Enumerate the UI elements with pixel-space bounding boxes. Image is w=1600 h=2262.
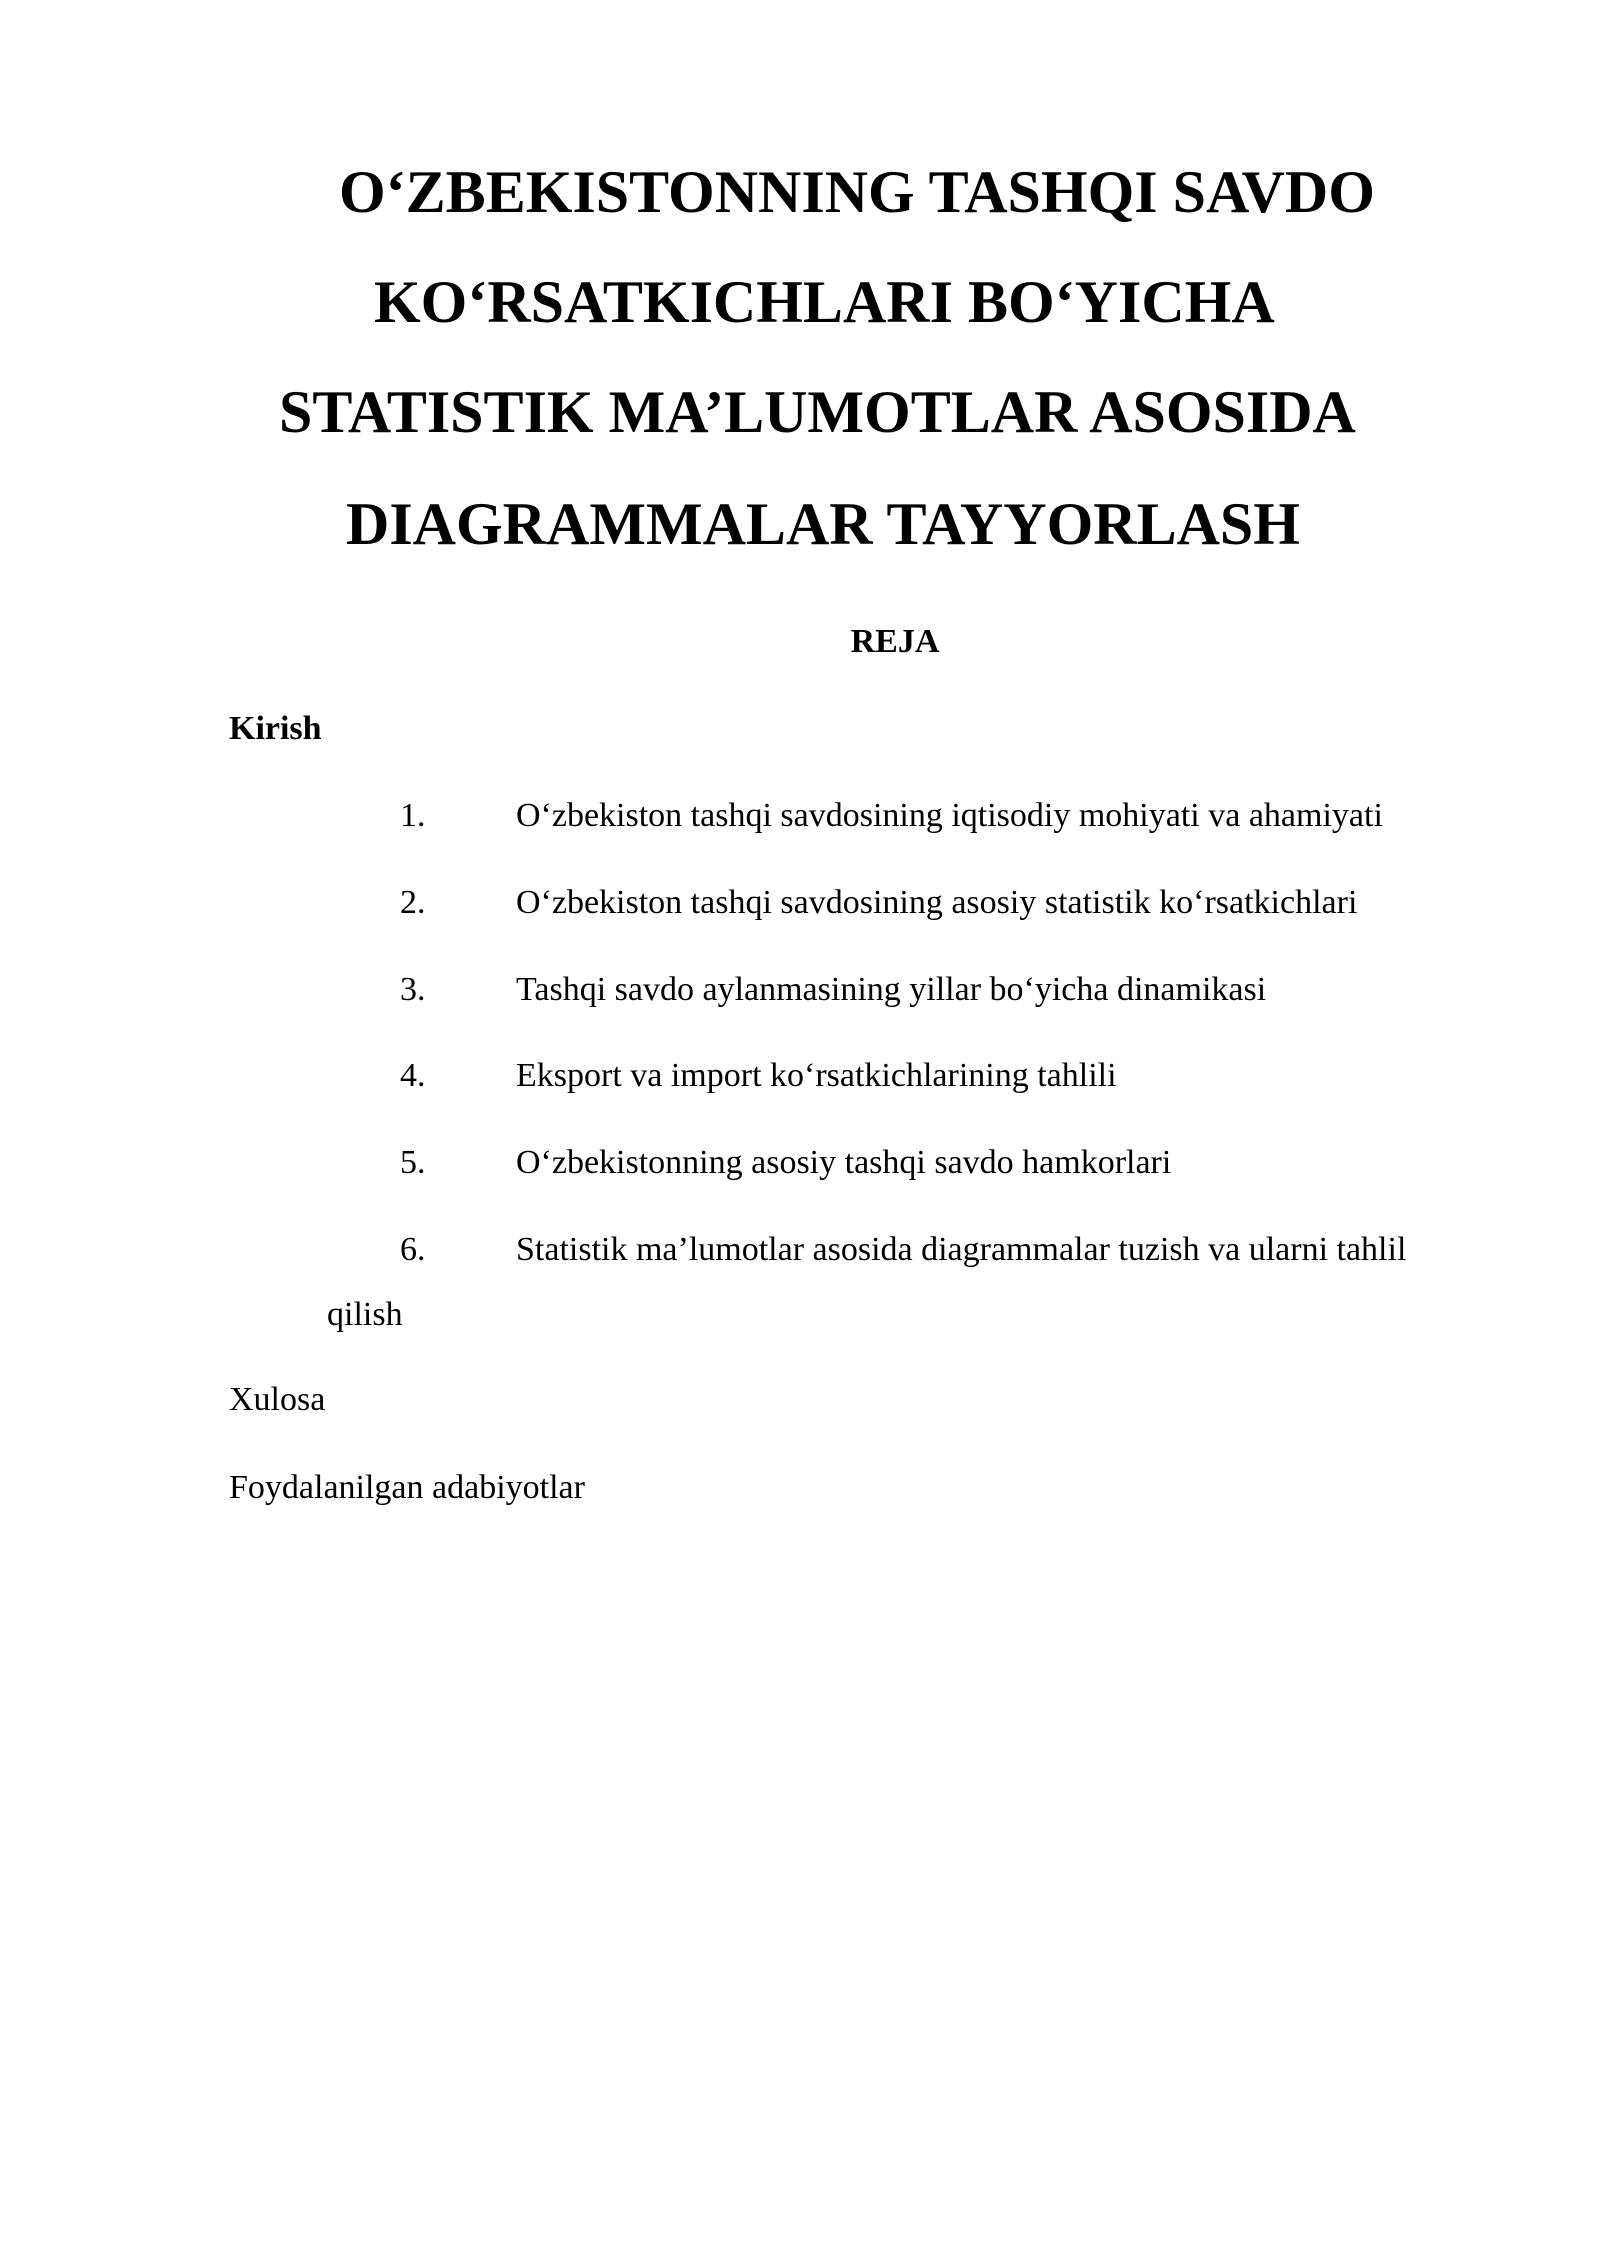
- plan-item-text-continuation: qilish: [327, 1296, 403, 1333]
- document-title-line-2: KO‘RSATKICHLARI BO‘YICHA: [374, 269, 1275, 335]
- references-heading: Foydalanilgan adabiyotlar: [229, 1469, 585, 1506]
- document-title-line-3: STATISTIK MA’LUMOTLAR ASOSIDA: [279, 379, 1356, 445]
- conclusion-heading: Xulosa: [229, 1381, 326, 1418]
- document-title-line-4: DIAGRAMMALAR TAYYORLASH: [346, 491, 1300, 557]
- plan-item-text: Statistik ma’lumotlar asosida diagrammalar tuzish va ularni tahlil: [516, 1231, 1407, 1268]
- plan-item-number: 4.: [400, 1057, 426, 1094]
- plan-item-text: O‘zbekiston tashqi savdosining iqtisodiy mohiyati va ahamiyati: [516, 797, 1383, 834]
- plan-item-text: O‘zbekistonning asosiy tashqi savdo hamkorlari: [516, 1144, 1172, 1181]
- plan-item-number: 2.: [400, 884, 426, 921]
- plan-item-text: Eksport va import ko‘rsatkichlarining tahlili: [516, 1057, 1117, 1094]
- plan-item-text: O‘zbekiston tashqi savdosining asosiy statistik ko‘rsatkichlari: [516, 884, 1358, 921]
- intro-heading: Kirish: [229, 710, 322, 747]
- plan-item-number: 1.: [400, 797, 426, 834]
- plan-item-number: 3.: [400, 971, 426, 1008]
- plan-item-number: 5.: [400, 1144, 426, 1181]
- plan-item-number: 6.: [400, 1231, 426, 1268]
- plan-heading: REJA: [850, 623, 940, 660]
- document-title-line-1: O‘ZBEKISTONNING TASHQI SAVDO: [339, 159, 1375, 225]
- plan-item-text: Tashqi savdo aylanmasining yillar bo‘yicha dinamikasi: [516, 971, 1267, 1008]
